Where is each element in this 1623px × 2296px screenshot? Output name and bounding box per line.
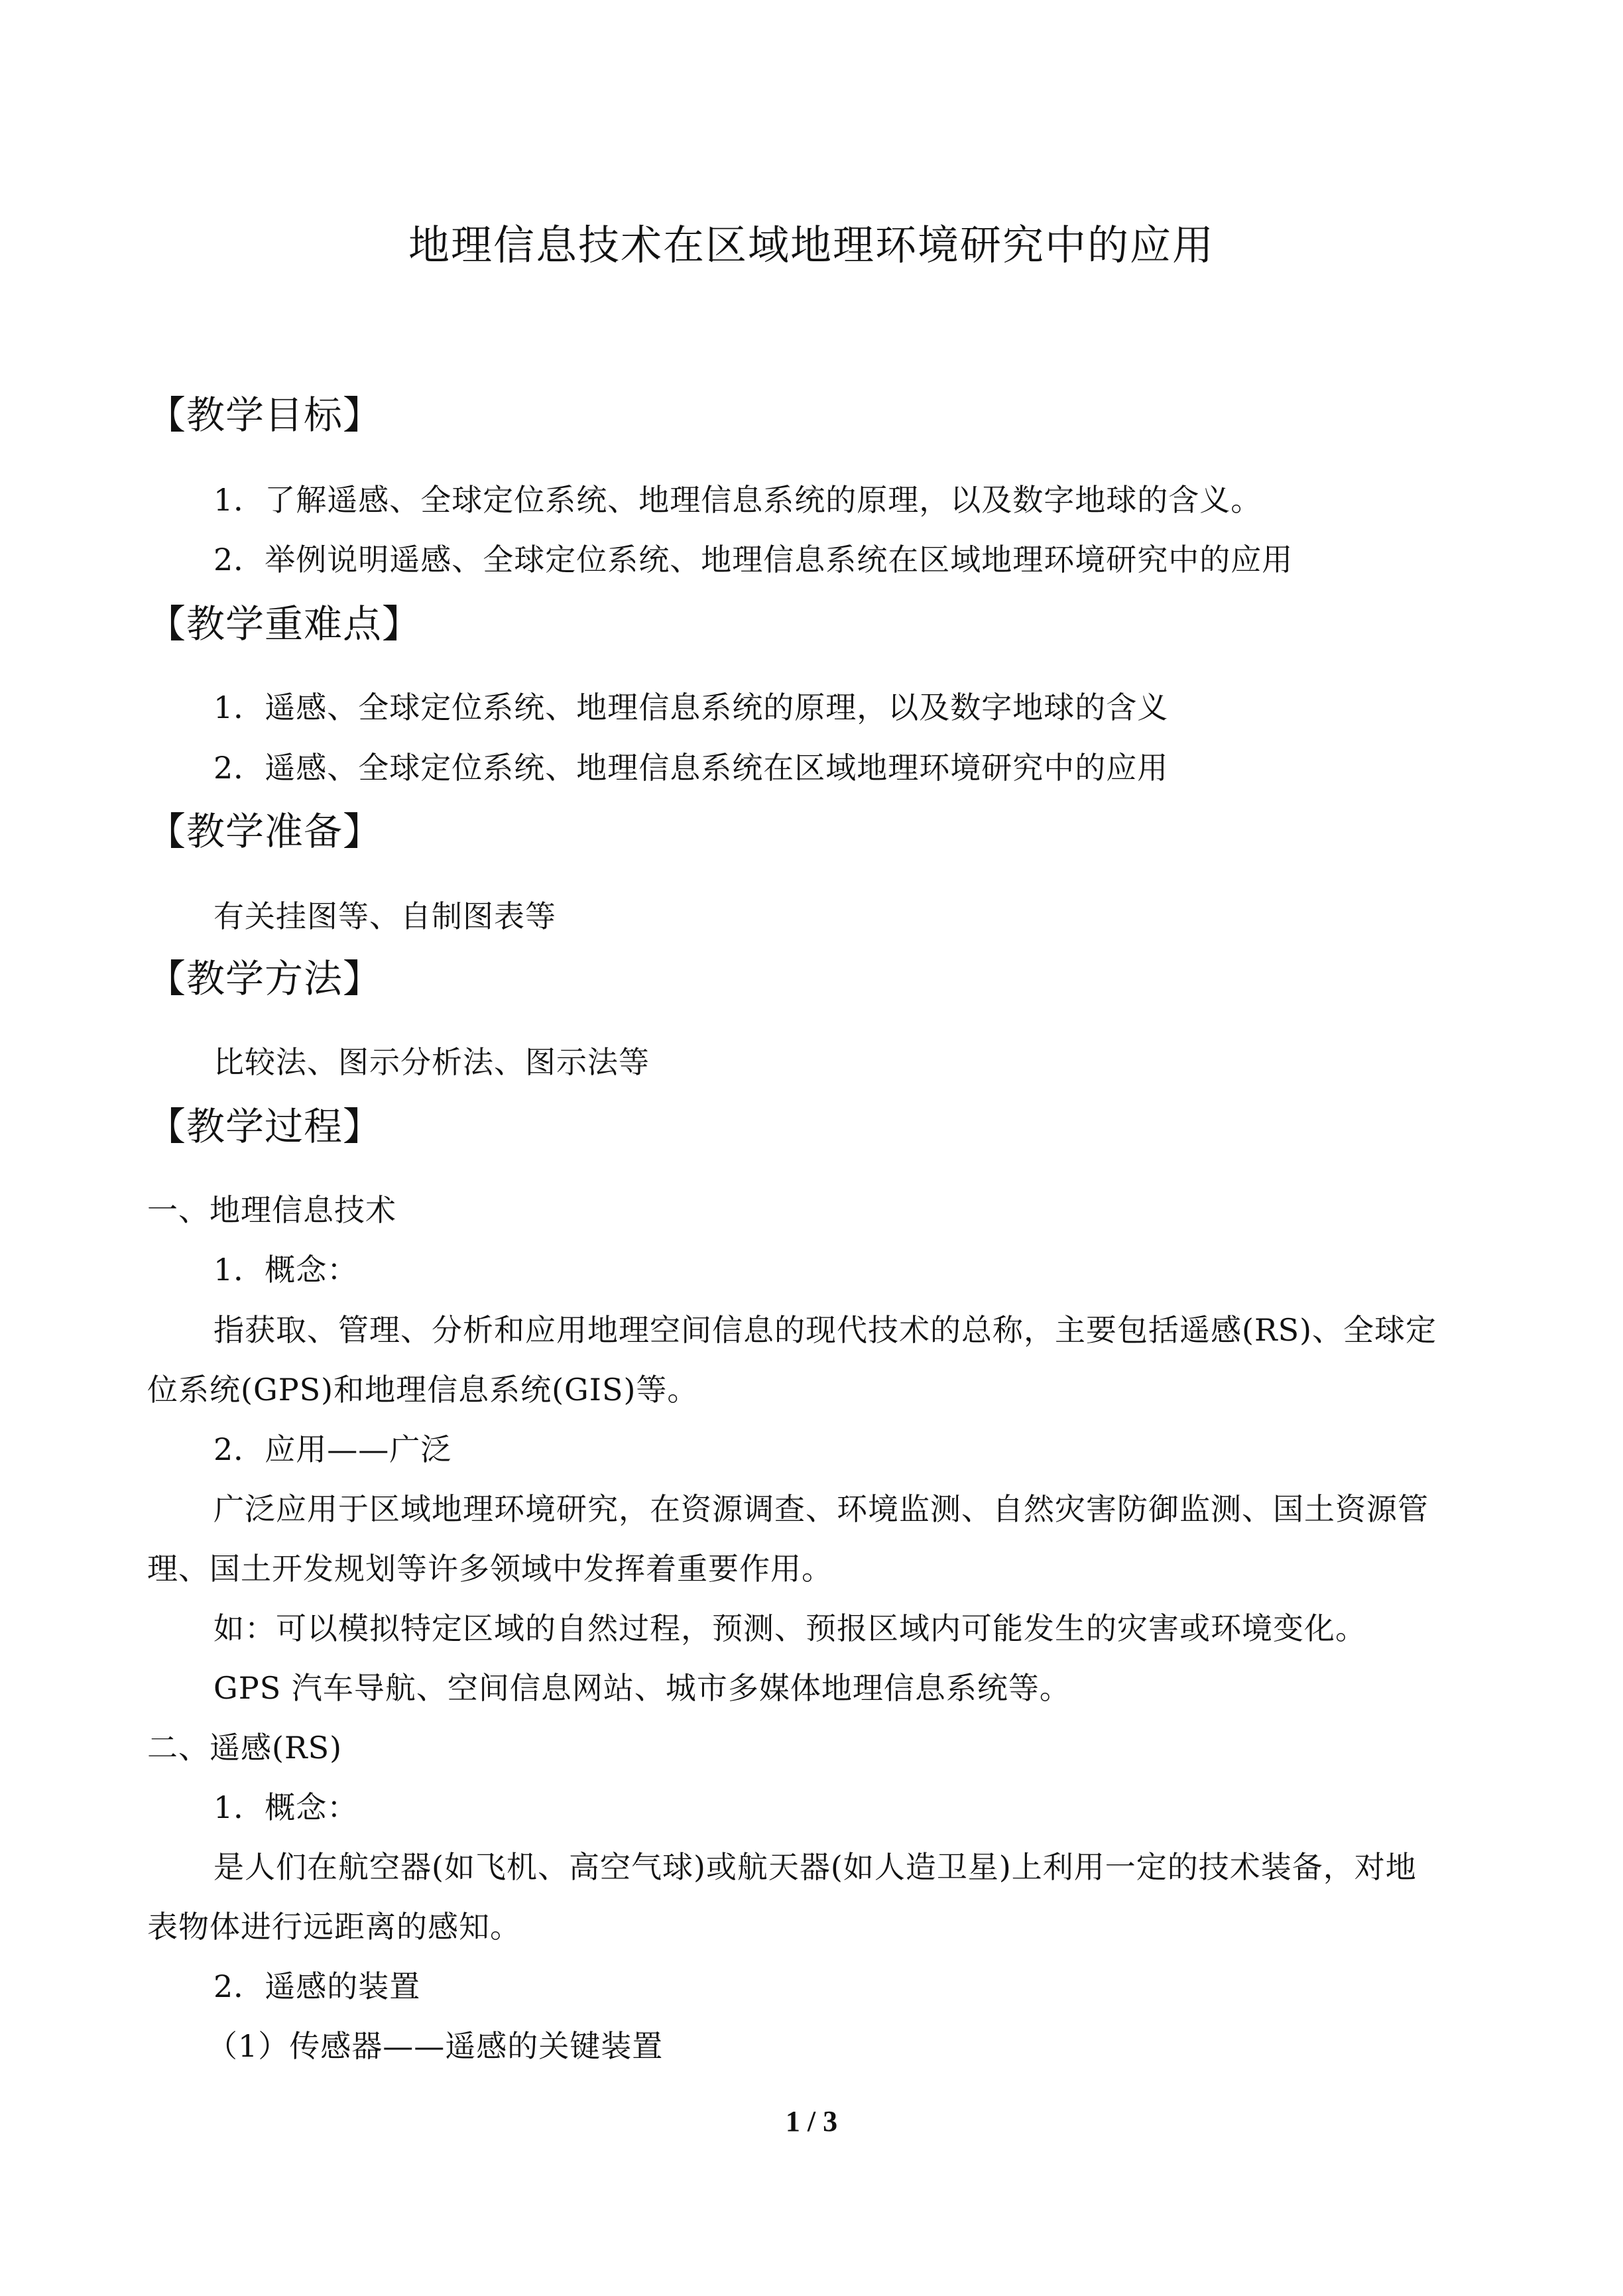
part2-device-item-1: （1）传感器——遥感的关键装置 xyxy=(207,2028,664,2064)
part1-concept-line1: 指获取、管理、分析和应用地理空间信息的现代技术的总称，主要包括遥感(RS)、全球定 xyxy=(213,1312,1437,1348)
page-indicator: 1 / 3 xyxy=(785,2105,838,2138)
heading-process: 【教学过程】 xyxy=(147,1104,383,1149)
document-title: 地理信息技术在区域地理环境研究中的应用 xyxy=(408,221,1215,269)
heading-preparation: 【教学准备】 xyxy=(147,809,383,854)
methods-text: 比较法、图示分析法、图示法等 xyxy=(213,1044,650,1080)
key-point-item-2: 2．遥感、全球定位系统、地理信息系统在区域地理环境研究中的应用 xyxy=(213,750,1169,786)
heading-key-points: 【教学重难点】 xyxy=(147,601,422,646)
part1-example-2: GPS 汽车导航、空间信息网站、城市多媒体地理信息系统等。 xyxy=(213,1670,1071,1706)
part2-title: 二、遥感(RS) xyxy=(147,1730,343,1766)
objective-item-1: 1．了解遥感、全球定位系统、地理信息系统的原理，以及数字地球的含义。 xyxy=(213,482,1262,518)
part1-concept-label: 1．概念： xyxy=(213,1252,359,1288)
heading-methods: 【教学方法】 xyxy=(147,956,383,1001)
objective-item-2: 2．举例说明遥感、全球定位系统、地理信息系统在区域地理环境研究中的应用 xyxy=(213,542,1293,577)
part1-application-line2: 理、国土开发规划等许多领域中发挥着重要作用。 xyxy=(147,1551,833,1587)
part2-concept-line2: 表物体进行远距离的感知。 xyxy=(147,1909,521,1945)
part2-concept-label: 1．概念： xyxy=(213,1789,359,1825)
part1-application-label: 2．应用——广泛 xyxy=(213,1431,452,1467)
preparation-text: 有关挂图等、自制图表等 xyxy=(213,898,556,934)
part1-application-line1: 广泛应用于区域地理环境研究，在资源调查、环境监测、自然灾害防御监测、国土资源管 xyxy=(213,1491,1429,1527)
part2-device-label: 2．遥感的装置 xyxy=(213,1968,421,2004)
heading-objectives: 【教学目标】 xyxy=(147,393,383,438)
part2-concept-line1: 是人们在航空器(如飞机、高空气球)或航天器(如人造卫星)上利用一定的技术装备，对地 xyxy=(213,1849,1417,1885)
part1-title: 一、地理信息技术 xyxy=(147,1192,396,1228)
part1-example-1: 如：可以模拟特定区域的自然过程，预测、预报区域内可能发生的灾害或环境变化。 xyxy=(213,1610,1366,1646)
key-point-item-1: 1．遥感、全球定位系统、地理信息系统的原理，以及数字地球的含义 xyxy=(213,690,1169,725)
part1-concept-line2: 位系统(GPS)和地理信息系统(GIS)等。 xyxy=(147,1372,699,1408)
